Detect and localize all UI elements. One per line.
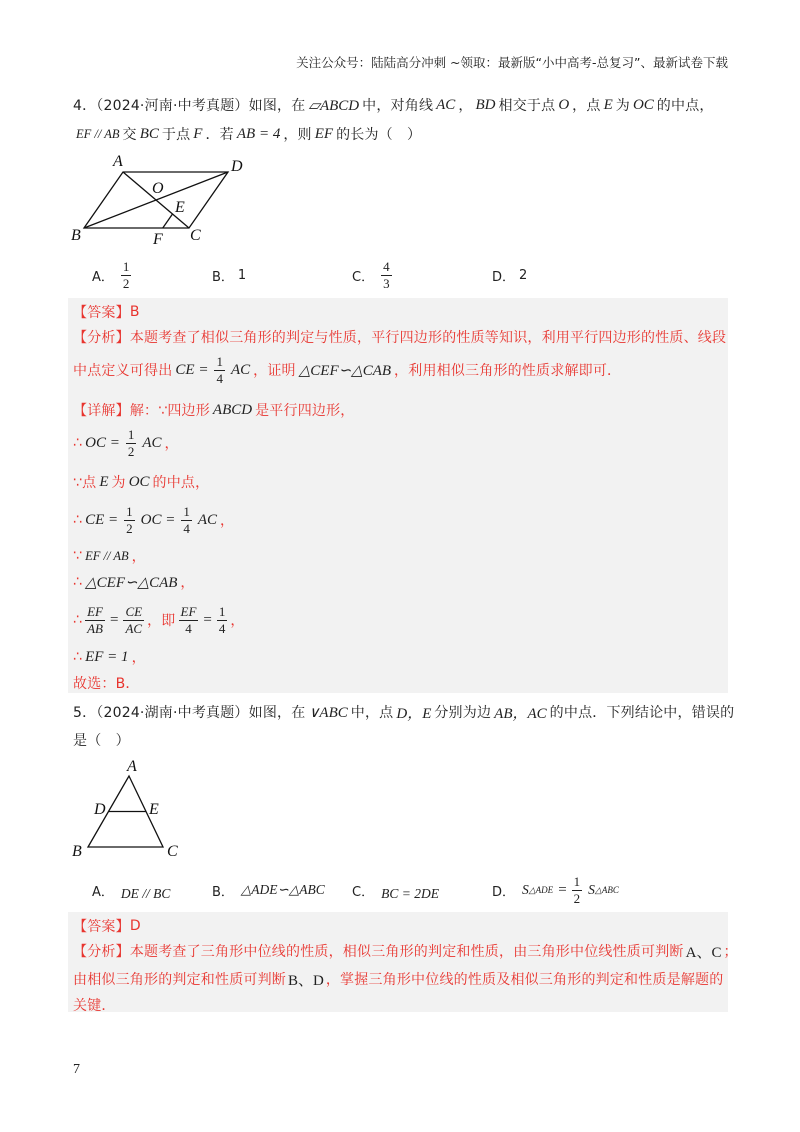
numerator: 1 <box>127 426 135 442</box>
math-abcd: ABCD <box>212 401 253 418</box>
analysis-tag: 【分析】 <box>73 944 130 960</box>
therefore-symbol: ∴ <box>73 574 83 590</box>
equals-sign: = <box>110 611 119 628</box>
option-letter: B． <box>212 884 234 900</box>
detail-tag: 【详解】 <box>73 403 130 419</box>
numerator: 1 <box>126 503 133 519</box>
stem-text: 是（ ） <box>73 733 130 749</box>
stem-text: 分别为边 <box>434 705 492 721</box>
analysis-text: ； <box>723 944 738 960</box>
detail-text: 解：∵四边形 <box>129 403 210 419</box>
detail-step-3 <box>73 472 209 492</box>
numerator: EF <box>87 603 103 619</box>
therefore-symbol: ∴ <box>73 512 83 528</box>
detail-text: ， <box>230 613 245 629</box>
answer-line <box>73 916 141 936</box>
stem-text: 中，对角线 <box>362 98 434 114</box>
fraction-ce-over-ac <box>123 605 144 636</box>
detail-step-4 <box>73 504 234 536</box>
q4-option-a <box>92 259 134 291</box>
option-letter: A． <box>92 884 114 900</box>
detail-text: ， <box>220 513 235 529</box>
area-subscript: △ADE <box>528 884 554 895</box>
denominator: AB <box>87 620 103 636</box>
denominator: 3 <box>383 275 390 291</box>
denominator: 2 <box>122 275 130 291</box>
numerator: 1 <box>122 258 130 274</box>
stem-text: 的中点， <box>656 98 714 114</box>
label-c: C <box>167 843 178 860</box>
stem-text: ，则 <box>283 127 312 143</box>
therefore-symbol: ∴ <box>73 649 83 665</box>
fraction <box>572 875 583 906</box>
stem-text: ， <box>458 98 473 114</box>
math-ef-parallel-ab: EF // AB <box>76 126 120 141</box>
area-subscript: △ABC <box>594 884 619 895</box>
detail-text: ， <box>131 650 146 666</box>
option-letter: B． <box>212 269 234 285</box>
math-ef-equals-1: EF = 1 <box>85 648 129 665</box>
detail-step-2 <box>73 427 179 459</box>
option-refs-a-c: A、C <box>685 944 722 961</box>
math-triangle-abc: ∨ABC <box>308 704 348 721</box>
q5-option-a <box>92 874 173 906</box>
analysis-text: ，掌握三角形中位线的性质及相似三角形的判定和性质是解题的 <box>325 972 724 988</box>
area-symbol: S <box>522 882 529 897</box>
analysis-line-1 <box>73 941 738 961</box>
analysis-line-2 <box>73 969 723 989</box>
label-d: D <box>94 801 106 818</box>
detail-step-5 <box>73 546 146 566</box>
math-ef-parallel-ab: EF // AB <box>85 548 129 563</box>
math-ac: AC <box>142 434 162 451</box>
area-symbol: S <box>588 882 595 897</box>
math-d-e: D，E <box>396 705 432 722</box>
page-number: 7 <box>73 1062 80 1077</box>
math-f: F <box>193 125 203 142</box>
label-b: B <box>72 843 82 860</box>
label-o: O <box>152 180 164 197</box>
analysis-line-2 <box>73 354 621 386</box>
detail-text: ∵点 <box>73 475 97 491</box>
q4-solution-box <box>68 298 728 693</box>
detail-text: ， <box>164 436 179 452</box>
stem-text: 为 <box>615 98 630 114</box>
detail-step-1 <box>73 400 355 420</box>
math-oc: OC <box>632 96 654 113</box>
q4-option-b <box>212 259 246 291</box>
stem-text: 的长为（ ） <box>336 127 422 143</box>
fraction <box>126 428 137 459</box>
answer-line <box>73 302 140 322</box>
option-letter: A． <box>92 269 114 285</box>
numerator: CE <box>125 603 143 619</box>
denominator: 4 <box>216 370 223 386</box>
math-oc-equals: OC = <box>140 511 176 528</box>
analysis-text: 由相似三角形的判定和性质可判断 <box>73 972 286 988</box>
math-oc-equals: OC = <box>85 434 120 451</box>
detail-step-8 <box>73 647 146 667</box>
math-bd: BD <box>475 96 496 113</box>
answer-tag: 【答案】 <box>73 919 130 935</box>
math-e: E <box>99 473 109 490</box>
analysis-text: ，利用相似三角形的性质求解即可． <box>394 363 622 379</box>
denominator: 4 <box>218 620 226 636</box>
stem-text: 中，点 <box>350 705 394 721</box>
q4-parallelogram-figure <box>66 148 256 250</box>
because-symbol: ∵ <box>73 548 83 564</box>
math-bc: BC <box>139 125 159 142</box>
fraction-1-over-4 <box>217 605 228 636</box>
analysis-text: 中点定义可得出 <box>73 363 173 379</box>
fraction <box>381 260 392 291</box>
q4-stem-line-1 <box>73 95 714 115</box>
option-letter: C． <box>352 269 375 285</box>
math-ac: AC <box>230 361 251 378</box>
denominator: 2 <box>126 520 133 536</box>
label-c: C <box>190 227 201 244</box>
math-ab-equals-4: AB = 4 <box>236 125 281 142</box>
q4-number-source: 4．（2024·河南·中考真题）如图，在 <box>73 98 306 114</box>
q5-option-b <box>212 874 328 906</box>
detail-step-7 <box>73 604 245 636</box>
math-ce-equals: CE = <box>175 361 209 378</box>
math-o: O <box>558 96 570 113</box>
detail-step-6 <box>73 572 195 592</box>
option-math: DE // BC <box>120 886 171 901</box>
option-value: 1 <box>237 267 247 283</box>
label-e: E <box>149 801 159 818</box>
stem-text: 相交于点 <box>498 98 556 114</box>
option-letter: D． <box>492 884 516 900</box>
math-similar-triangles: △CEF∽△CAB <box>298 362 392 379</box>
label-a: A <box>127 758 137 775</box>
analysis-text: 本题考查了三角形中位线的性质，相似三角形的判定和性质，由三角形中位线性质可判断 <box>129 944 684 960</box>
label-d: D <box>231 158 243 175</box>
analysis-line-1 <box>73 327 726 347</box>
option-letter: C． <box>352 884 375 900</box>
denominator: 2 <box>573 890 581 906</box>
detail-text: ， <box>180 575 195 591</box>
denominator: 2 <box>127 443 135 459</box>
math-ab-ac: AB，AC <box>494 705 547 722</box>
stem-text: ．若 <box>205 127 234 143</box>
label-e: E <box>175 199 185 216</box>
equals-sign: = <box>203 611 212 628</box>
option-math: △ADE∽△ABC <box>240 882 325 897</box>
fraction-ef-over-ab <box>85 605 105 636</box>
denominator: AC <box>125 620 143 636</box>
stem-text: 交 <box>122 127 137 143</box>
math-ac: AC <box>436 96 456 113</box>
fraction-ef-over-4 <box>179 605 199 636</box>
numerator: 4 <box>383 258 390 274</box>
math-similar-triangles: △CEF∽△CAB <box>85 574 178 591</box>
analysis-text: 本题考查了相似三角形的判定与性质，平行四边形的性质等知识，利用平行四边形的性质、线段 <box>129 330 727 346</box>
q4-stem-line-2 <box>73 124 421 144</box>
q5-stem-line-2 <box>73 730 130 750</box>
answer-value: D <box>129 918 141 934</box>
math-oc: OC <box>128 473 150 490</box>
math-ac: AC <box>197 511 218 528</box>
therefore-symbol: ∴ <box>73 435 83 451</box>
q5-option-d <box>492 874 622 906</box>
stem-text: ，点 <box>572 98 601 114</box>
math-e: E <box>603 96 613 113</box>
detail-text: ，即 <box>147 613 176 629</box>
detail-text: ， <box>131 549 146 565</box>
fraction <box>124 505 135 536</box>
q5-triangle-figure <box>66 755 191 863</box>
segment-ef <box>163 214 173 228</box>
denominator: 4 <box>183 520 190 536</box>
numerator: 1 <box>216 353 223 369</box>
page-header: 关注公众号：陆陆高分冲刺 ~领取：最新版“小中高考-总复习”、最新试卷下载 <box>296 55 728 70</box>
detail-text: 是平行四边形， <box>255 403 355 419</box>
q4-option-d <box>492 259 527 291</box>
q5-option-c <box>352 874 442 906</box>
label-f: F <box>153 231 163 248</box>
equals-sign: = <box>558 881 567 898</box>
numerator: 1 <box>183 503 190 519</box>
analysis-text: ，证明 <box>253 363 296 379</box>
numerator: 1 <box>218 603 226 619</box>
numerator: EF <box>180 603 197 619</box>
q5-solution-box <box>68 912 738 1014</box>
stem-text: 的中点．下列结论中，错误的 <box>549 705 735 721</box>
math-ce-equals: CE = <box>85 511 119 528</box>
label-a: A <box>113 153 123 170</box>
therefore-symbol: ∴ <box>73 612 83 628</box>
math-ef: EF <box>314 125 334 142</box>
math-parallelogram-abcd: ▱ABCD <box>308 97 360 114</box>
q4-option-c <box>352 259 395 291</box>
fraction <box>181 505 192 536</box>
detail-conclusion <box>73 673 140 693</box>
label-b: B <box>71 227 81 244</box>
option-refs-b-d: B、D <box>288 972 324 989</box>
analysis-tag: 【分析】 <box>73 330 130 346</box>
analysis-line-3 <box>73 995 116 1015</box>
fraction <box>121 260 132 291</box>
option-value: 2 <box>519 267 528 283</box>
detail-text: 为 <box>111 475 126 491</box>
answer-value: B <box>129 304 140 320</box>
option-letter: D． <box>492 269 516 285</box>
fraction <box>214 355 225 386</box>
analysis-text: 关键． <box>73 998 116 1014</box>
numerator: 1 <box>573 873 581 889</box>
option-math: BC = 2DE <box>381 886 439 901</box>
answer-tag: 【答案】 <box>73 305 130 321</box>
q5-number-source: 5．（2024·湖南·中考真题）如图，在 <box>73 705 306 721</box>
detail-text: 的中点， <box>152 475 210 491</box>
choice-text: 故选：B． <box>73 676 140 692</box>
denominator: 4 <box>185 620 192 636</box>
stem-text: 于点 <box>161 127 191 143</box>
q5-stem-line-1 <box>73 702 734 722</box>
